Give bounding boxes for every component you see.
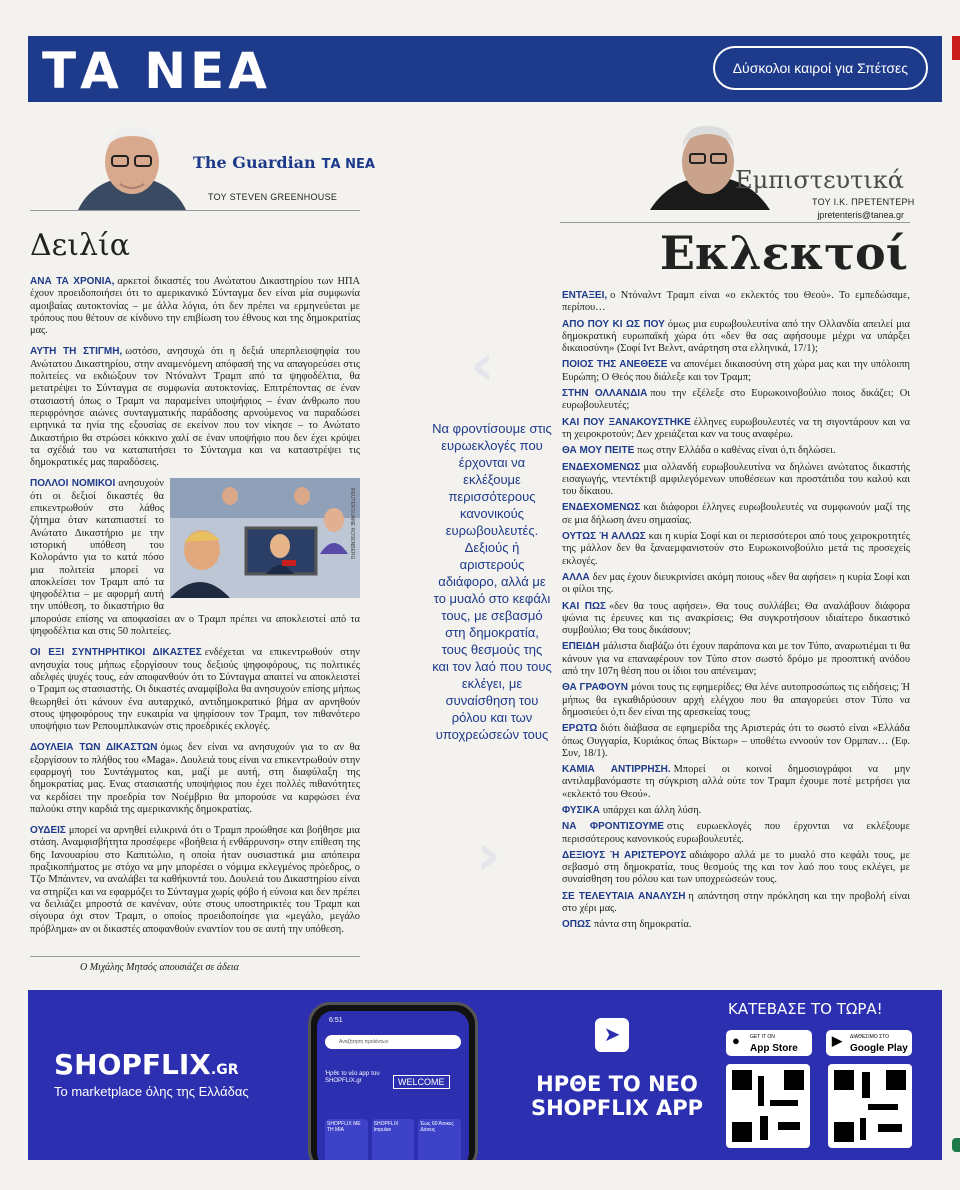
article-paragraph bbox=[562, 359, 910, 384]
phone-search-bar: Αναζήτηση προϊόντων bbox=[325, 1035, 461, 1049]
paragraph-lead: ΝΑ ΦΡΟΝΤΙΣΟΥΜΕ bbox=[562, 821, 664, 833]
divider bbox=[30, 210, 360, 211]
paragraph-lead: ΕΝΔΕΧΟΜΕΝΩΣ bbox=[562, 461, 641, 473]
article-paragraph bbox=[562, 531, 910, 568]
paragraph-text: αρκετοί δικαστές του Ανώτατου Δικαστηρίου των ΗΠΑ έχουν προειδοποιήσει ότι το αμερικανικό Σύνταγμα δεν είναι μία συμφωνία αμοιβαίας αυτοκτονίας – με άλλα λόγια, ότι δεν πρέπει να ερμηνεύεται με τρόπους που θέτουν σε κίνδυνο την επιβίωση του έθνους και της δημοκρατίας μας. bbox=[30, 276, 360, 337]
author-portrait-greenhouse bbox=[72, 118, 192, 210]
article-paragraph bbox=[562, 821, 910, 846]
pull-quote: Να φροντίσουμε στις ευρωεκλογές που έρχονται να εκλέξουμε περισσότερους κανονικούς ευρωβουλευτές. Δεξιούς ή αριστερούς αδιάφορο, αλλά με το μυαλό στο κεφάλι τους, με σεβασμό στη δημοκρατία, τους θεσμούς της και τον λαό που τους εκλέγει, με συναίσθηση του ρόλου και των υποχρεώσεών τους bbox=[432, 421, 552, 742]
editor-note: Ο Μιχάλης Μητσός απουσιάζει σε άδεια bbox=[80, 962, 239, 973]
page-edge-marker bbox=[952, 36, 960, 60]
paragraph-text: ωστόσο, ανησυχώ ότι η δεξιά υπερπλειοψηφία του Ανώτατου Δικαστηρίου, στην αναμενόμενη απόφασή της να απαγορεύσει στις πολιτείες να εκδιώξουν τον Ντόναλντ Τραμπ από τα ψηφοδέλτια, θα μετατρέψει το Σύνταγμα σε συμφωνία αυτοκτονίας. Επιτρέποντας σε έναν στασιαστή όπως ο Τραμπ να παραμείνει υποψήφιος – έναν άνθρωπο που περιφρόνησε αιώνες συνταγματικής παράδοσης αρνούμενος να παραδώσει ειρηνικά τα ηνία της εξουσίας σε εκείνον που τον νίκησε – το Ανώτατο Δικαστήριο θα στρώσει κόκκινο χαλί σε έναν υποψήφιο που δεν έχει κρύψει τα σχέδιά του να καταπατήσει το Σύνταγμα και να καταστρέψει τις δημοκρατικές μας παραδόσεις. bbox=[30, 346, 360, 469]
badge-label: Google Play bbox=[850, 1043, 908, 1054]
right-headline: Εκλεκτοί bbox=[659, 226, 908, 280]
article-paragraph bbox=[562, 462, 910, 499]
paragraph-lead: ΦΥΣΙΚΑ bbox=[562, 804, 600, 816]
brand-name: SHOPFLIX bbox=[54, 1048, 211, 1081]
paragraph-lead: ΟΥΤΩΣ Ή ΑΛΛΩΣ bbox=[562, 531, 646, 543]
paragraph-text: Μπορεί οι κοινοί δημοσιογράφοι να μην αντιλαμβανόμαστε τη σύγκριση αλλά ούτε τον Τραμπ έχουμε ποτέ μετρήσει για «εκλεκτό του Θεού». bbox=[562, 764, 910, 800]
section-title: Δύσκολοι καιροί για Σπέτσες bbox=[713, 46, 928, 90]
article-paragraph bbox=[30, 346, 360, 469]
phone-tile: SHOPFLIX ΜΕ ΤΗ ΜΙΑ bbox=[325, 1119, 368, 1160]
paragraph-text: να απονέμει δικαιοσύνη στη χώρα μας και την υπόλοιπη Ευρώπη; Ο Θεός που διάλεξε και τον Τραμπ; bbox=[562, 359, 910, 383]
paragraph-text: και διάφοροι έλληνες ευρωβουλευτές να συμφωνούν μαζί της σε μια δήλωση άνευ σημασίας. bbox=[562, 502, 910, 526]
paragraph-lead: ΑΥΤΗ ΤΗ ΣΤΙΓΜΗ, bbox=[30, 346, 123, 358]
paragraph-lead: ΠΟΛΛΟΙ ΝΟΜΙΚΟΙ bbox=[30, 478, 116, 490]
right-article-body bbox=[562, 290, 910, 936]
article-paragraph bbox=[562, 850, 910, 887]
phone-welcome-banner: WELCOME bbox=[393, 1075, 450, 1089]
article-paragraph bbox=[30, 647, 360, 733]
qr-code-google-play[interactable] bbox=[828, 1064, 912, 1148]
paragraph-lead: ΚΑΜΙΑ ΑΝΤΙΡΡΗΣΗ. bbox=[562, 764, 671, 776]
courtroom-sketch-illustration bbox=[170, 478, 360, 598]
masthead bbox=[28, 36, 942, 102]
paragraph-lead: ΚΑΙ ΠΟΥ ΞΑΝΑΚΟΥΣΤΗΚΕ bbox=[562, 416, 691, 428]
paragraph-text: μάλιστα διαβάζω ότι έχουν παράπονα και με τον Τύπο, αναρωτιέμαι τι θα κάνουν για να επαναφέρουν τον Τύπο στον σωστό δρόμο με προοπτική ανόδου από την 107η θέση που οι ίδιοι του απένειμαν; bbox=[562, 641, 910, 678]
article-paragraph bbox=[562, 601, 910, 638]
phone-screen bbox=[317, 1011, 469, 1160]
phone-tile: Έως 60 Άτοκες Δόσεις bbox=[418, 1119, 461, 1160]
paragraph-lead: ΑΝΑ ΤΑ ΧΡΟΝΙΑ, bbox=[30, 276, 115, 287]
paragraph-lead: ΕΡΩΤΩ bbox=[562, 723, 598, 735]
paragraph-lead: ΔΟΥΛΕΙΑ ΤΩΝ ΔΙΚΑΣΤΩΝ bbox=[30, 742, 158, 754]
paragraph-lead: ΕΠΕΙΔΗ bbox=[562, 641, 600, 653]
paragraph-text: υπάρχει και άλλη λύση. bbox=[602, 804, 702, 816]
left-byline: ΤΟΥ STEVEN GREENHOUSE bbox=[208, 192, 338, 202]
badge-label: App Store bbox=[750, 1043, 798, 1054]
guardian-logo bbox=[193, 153, 375, 172]
article-paragraph bbox=[562, 891, 910, 916]
article-paragraph bbox=[30, 742, 360, 816]
author-email: jpretenteris@tanea.gr bbox=[817, 210, 904, 220]
paragraph-text: πως στην Ελλάδα ο καθένας είναι ό,τι δηλώσει. bbox=[637, 445, 836, 457]
article-paragraph bbox=[562, 445, 910, 457]
paragraph-text: ο Ντόναλντ Τραμπ είναι «ο εκλεκτός του Θεού». Το εμπεδώσαμε, περίπου… bbox=[562, 290, 910, 314]
paragraph-lead: ΑΛΛΑ bbox=[562, 571, 590, 583]
column-title: Εμπιστευτικά bbox=[735, 166, 904, 194]
divider bbox=[30, 956, 360, 957]
article-paragraph bbox=[562, 682, 910, 719]
article-paragraph bbox=[30, 276, 360, 337]
google-play-badge[interactable] bbox=[826, 1030, 912, 1056]
article-paragraph bbox=[562, 572, 910, 597]
paragraph-text: έλληνες ευρωβουλευτές να τη σιγοντάρουν και να τη χειροκροτούν; Δεν χρειάζεται καν να τους αναφέρω. bbox=[562, 416, 910, 440]
paragraph-text: «δεν θα τους αφήσει». Θα τους συλλάβει; Θα αναλάβουν διάφορα ψώνια τις έρευνες και τις ανακρίσεις; Θα συγκροτήσουν ιδιαίτερο δικαστικό συμβούλιο; Θα τους δικάσουν; bbox=[562, 600, 910, 637]
left-headline: Δειλία bbox=[30, 228, 131, 263]
brand-suffix: .GR bbox=[210, 1062, 239, 1078]
app-store-badge[interactable] bbox=[726, 1030, 812, 1056]
paragraph-lead: ΕΝΔΕΧΟΜΕΝΩΣ bbox=[562, 502, 641, 514]
paragraph-text: διότι διάβασα σε εφημερίδα της Αριστεράς ότι το σωστό είναι «Ελλάδα όπως Ουγγαρία, Κυριάκος όπως Βίκτωρ» – υποθέτω εννοούν τον Ορμπαν… (Εφ. Συν, 18/1). bbox=[562, 723, 910, 759]
photo-credit: REUTERS/JANE ROSENBERG bbox=[349, 488, 355, 560]
paragraph-lead: ΑΠΟ ΠΟΥ ΚΙ ΩΣ ΠΟΥ bbox=[562, 318, 665, 330]
article-paragraph bbox=[562, 417, 910, 442]
article-paragraph bbox=[562, 919, 910, 931]
shopflix-advertisement[interactable] bbox=[28, 990, 942, 1160]
paragraph-text: ανησυχούν ότι οι δεξιοί δικαστές θα επικεντρωθούν στο λάθος ζήτημα όταν καταπιαστεί το Ανώτατο Δικαστήριο με την ιστορική υπόθεση του Κολοράντο για το κατά πόσο μια πολιτεία μπορεί να αποκλείσει τον Τραμπ από τα ψηφοδέλτια – με αφορμή αυτή την υπόθεση, το δικαστήριο θα μπορούσε επίσης να αποφασίσει αν ο Τραμπ πρέπει να αποκλειστεί από τα ψηφοδέλτια και στις 50 πολιτείες. bbox=[30, 478, 360, 638]
article-paragraph bbox=[562, 502, 910, 527]
partner-brand: ΤΑ ΝΕΑ bbox=[321, 157, 375, 172]
paragraph-text: πάντα στη δημοκρατία. bbox=[594, 919, 692, 931]
article-paragraph bbox=[562, 388, 910, 413]
paragraph-lead: ΠΟΙΟΣ ΤΗΣ ΑΝΕΘΕΣΕ bbox=[562, 359, 668, 371]
shopflix-logo bbox=[54, 1048, 239, 1081]
paragraph-text: μόνοι τους τις εφημερίδες; Θα λένε αυτοπροσώπως τις ειδήσεις; Ή μήπως θα εγκαθιδρύσουν αρχή ελέγχου που θα απαγορεύει στον Τύπο να δημοσιεύει ό,τι δεν είναι της αρεσκείας τους; bbox=[562, 682, 910, 718]
download-cta: ΚΑΤΕΒΑΣΕ ΤΟ ΤΩΡΑ! bbox=[728, 1000, 883, 1018]
article-paragraph bbox=[562, 641, 910, 678]
article-paragraph bbox=[562, 723, 910, 760]
paragraph-lead: ΔΕΞΙΟΥΣ Ή ΑΡΙΣΤΕΡΟΥΣ bbox=[562, 849, 687, 861]
ad-headline: ΗΡΘΕ ΤΟ ΝΕΟ SHOPFLIX APP bbox=[530, 1072, 704, 1120]
phone-tile: SHOPFLIX Impulse bbox=[372, 1119, 415, 1160]
paragraph-text: μπορεί να αρνηθεί ειλικρινά ότι ο Τραμπ προώθησε και βοήθησε μια στάση. Αναμφισβήτητα προσέφερε «βοήθεια ή ενθάρρυνση» στην επίθεση της 6ης Ιανουαρίου στο Καπιτώλιο, η οποία ήταν ουσιαστικά μια απόπειρα πραξικοπήματος με στόχο να μην μπορέσει ο νόμιμα εκλεγμένος πρόεδρος, ο Τζο Μπάιντεν, να αναλάβει τα καθήκοντά του. Δουλειά του Δικαστηρίου είναι να στηρίζει και να εφαρμόζει το Σύνταγμα χωρίς φόβο ή εύνοια και δεν πρέπει να δειλιάζει μπροστά σε κανέναν, ούτε στους υποστηρικτές του Τραμπ και σίγουρα όχι στον Τραμπ, ο οποίος προειδοποίησε για «μεγάλο, μεγάλο πρόβλημα» αν οι δικαστές αποφανθούν εναντίον του σε αυτή την υπόθεση. bbox=[30, 825, 360, 935]
paragraph-lead: ΘΑ ΓΡΑΦΟΥΝ bbox=[562, 682, 629, 694]
background-watermark: ‹ bbox=[470, 330, 495, 400]
page-edge-marker bbox=[952, 1138, 960, 1152]
guardian-brand: The Guardian bbox=[193, 153, 316, 172]
paragraph-lead: ΟΙ ΕΞΙ ΣΥΝΤΗΡΗΤΙΚΟΙ ΔΙΚΑΣΤΕΣ bbox=[30, 647, 202, 659]
author-portrait-pretenteris bbox=[650, 118, 770, 210]
article-paragraph bbox=[562, 290, 910, 315]
paragraph-text: όμως μια ευρωβουλευτίνα από την Ολλανδία απειλεί μια δημοκρατική ευρωπαϊκή χώρα ότι «δεν θα σας αφήσουμε μέχρι να υπάρξει δικαιοσύνη» (Σοφί Ιντ Βελντ, ανάρτηση στα ελληνικά, 17/1); bbox=[562, 318, 911, 355]
qr-code-app-store[interactable] bbox=[726, 1064, 810, 1148]
ad-tagline: Το marketplace όλης της Ελλάδας bbox=[54, 1084, 249, 1099]
apple-icon: ● bbox=[732, 1033, 740, 1048]
right-byline: ΤΟΥ Ι.Κ. ΠΡΕΤΕΝΤΕΡΗ bbox=[812, 197, 915, 207]
paragraph-lead: ΟΥΔΕΙΣ bbox=[30, 825, 66, 837]
phone-clock: 6:51 bbox=[329, 1017, 343, 1024]
play-icon: ▶ bbox=[832, 1033, 842, 1048]
paragraph-lead: ΕΝΤΑΞΕΙ, bbox=[562, 290, 608, 301]
paragraph-text: μια ολλανδή ευρωβουλευτίνα να δηλώνει ανώτατος δικαστής εισαγωγής, ντεντέκτιβ αμφιλεγόμενων υποθέσεων και προστάτιδα του καλού και του δίκαιου. bbox=[562, 461, 910, 498]
paragraph-text: στις ευρωεκλογές που έρχονται να εκλέξουμε περισσότερους κανονικούς ευρωβουλευτές. bbox=[562, 821, 910, 845]
phone-mockup bbox=[308, 1002, 478, 1160]
paragraph-text: όμως δεν είναι να ανησυχούν για το αν θα εξοργίσουν το πλήθος του «Maga». Δουλειά τους είναι να επικεντρωθούν στην εφαρμογή του Συντάγματος και, μαζί με αυτή, στη διαφύλαξη της δημοκρατίας μας. Ενας στασιαστής υποψήφιος που έχει πολλές πιθανότητες να κερδίσει την προεδρία τον Νοέμβριο θα μπορούσε να καρφώσει ένα παλούκι στην καρδιά της αμερικανικής δημοκρατίας. bbox=[30, 742, 360, 815]
paragraph-text: που την εξέλεξε στο Ευρωκοινοβούλιο ποιος δικάζει; Οι ευρωβουλευτές; bbox=[562, 388, 910, 412]
article-paragraph bbox=[562, 319, 910, 356]
divider bbox=[560, 222, 910, 223]
paragraph-text: και η κυρία Σοφί και οι περισσότεροι από τους χειροκροτητές της μάλλον δεν θα ξαναεμφανιστούν στο Ευρωκοινοβούλιο μετά τις προσεχείς εκλογές. bbox=[562, 531, 910, 567]
phone-promo-text: Ήρθε το νέο app του SHOPFLIX.gr bbox=[325, 1071, 380, 1084]
paragraph-lead: ΣΤΗΝ ΟΛΛΑΝΔΙΑ bbox=[562, 388, 648, 400]
left-article-body bbox=[30, 276, 360, 945]
article-paragraph bbox=[562, 764, 910, 801]
phone-tiles bbox=[325, 1119, 461, 1160]
article-paragraph bbox=[562, 805, 910, 817]
paragraph-lead: ΣΕ ΤΕΛΕΥΤΑΙΑ ΑΝΑΛΥΣΗ bbox=[562, 890, 686, 902]
paragraph-text: δεν μας έχουν διευκρινίσει ακόμη ποιους «δεν θα αφήσει» η κυρία Σοφί και οι φίλοι της. bbox=[562, 571, 910, 596]
article-paragraph bbox=[30, 825, 360, 936]
newspaper-logo: ΤΑ ΝΕΑ bbox=[42, 42, 271, 100]
badge-small-text: ΔΙΑΘΕΣΙΜΟ ΣΤΟ bbox=[850, 1034, 890, 1040]
paragraph-lead: ΘΑ ΜΟΥ ΠΕΙΤΕ bbox=[562, 445, 635, 457]
cursor-app-icon: ➤ bbox=[595, 1018, 629, 1052]
paragraph-lead: ΚΑΙ ΠΩΣ bbox=[562, 600, 606, 612]
paragraph-lead: ΟΠΩΣ bbox=[562, 919, 592, 931]
paragraph-text: ενδέχεται να επικεντρωθούν στην ανησυχία τους μήπως εξοργίσουν τους δεξιούς ψηφοφόρους, τις πολιτικές αδελφές ψυχές τους, εάν αποφανθούν ότι το Σύνταγμα απαιτεί να αποκλειστεί ο Τραμπ ως στασιαστής. Οι δικαστές αναμφίβολα θα ανησυχούν επίσης μήπως θεωρηθεί ότι κάνουν ένα αυταρχικό, αντιδημοκρατικό βήμα αν αρνηθούν στους ψηφοφόρους την ευκαιρία να ψηφίσουν τον Τραμπ, τον πιθανότερο υποψήφιο των Ρεπουμπλικανών στις προεδρικές εκλογές. bbox=[30, 647, 360, 733]
background-watermark: › bbox=[476, 820, 501, 890]
courtroom-sketch bbox=[170, 478, 360, 598]
badge-small-text: GET IT ON bbox=[750, 1034, 775, 1040]
paragraph-text: αδιάφορο αλλά με το μυαλό στο κεφάλι τους, με σεβασμό στη δημοκρατία, τους θεσμούς της και τον λαό που τους εκλέγει, με συναίσθηση του ρόλου και των υποχρεώσεών τους. bbox=[562, 849, 910, 886]
paragraph-text: η απάντηση στην πρόκληση και την προβολή είναι στο χέρι μας. bbox=[562, 890, 910, 915]
